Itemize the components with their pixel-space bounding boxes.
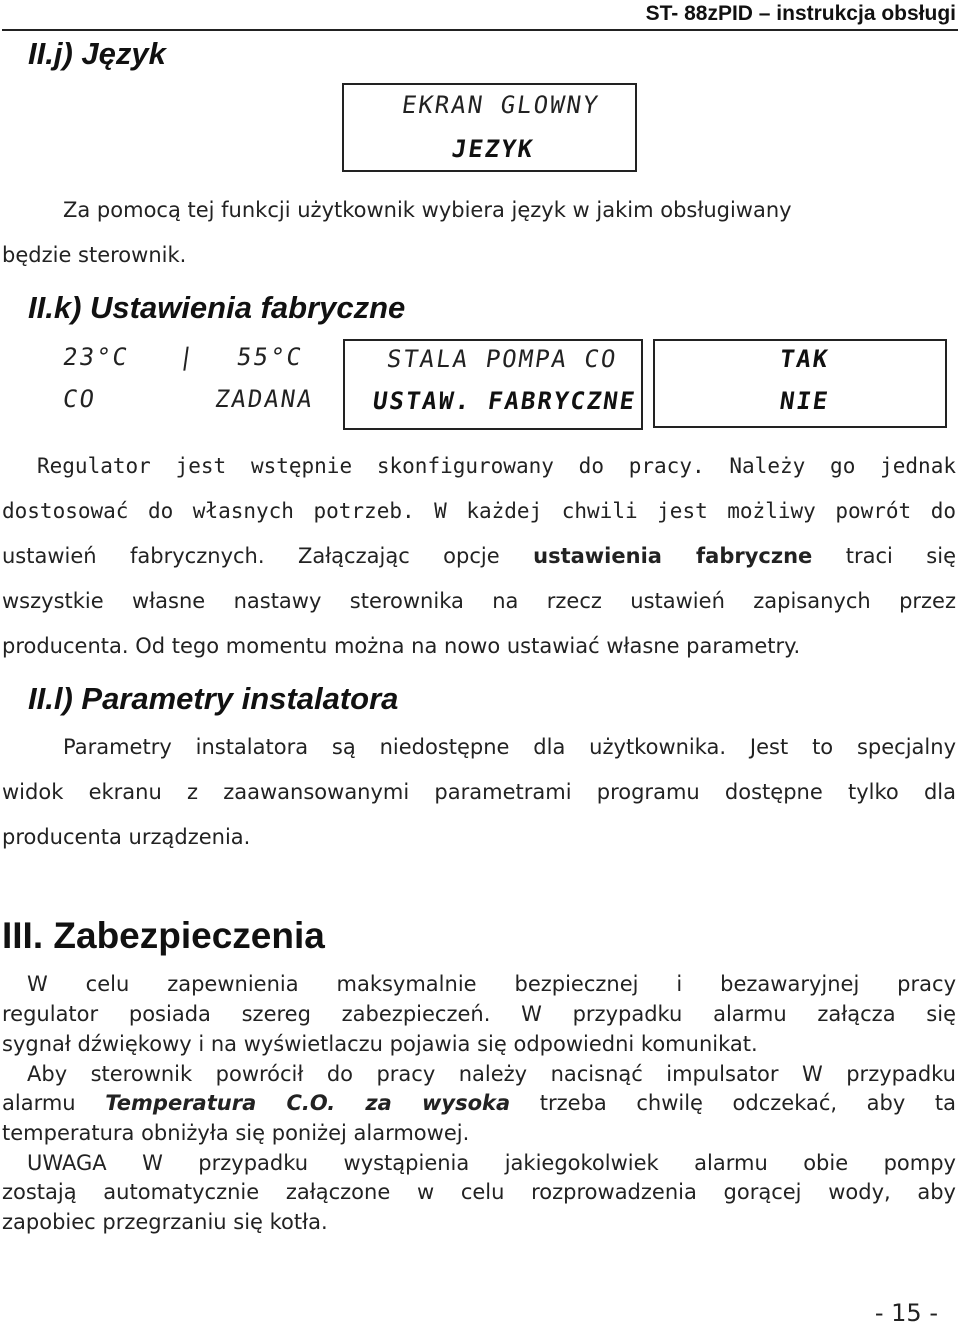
header-divider: [2, 29, 958, 31]
paragraph-line: W celu zapewnienia maksymalnie bezpiecznej i bezawaryjnej pracy: [27, 972, 956, 996]
document-header-title: ST- 88zPID – instrukcja obsługi: [645, 2, 956, 25]
paragraph-line: temperatura obniżyła się poniżej alarmowej.: [2, 1121, 470, 1145]
section-heading-zabezpieczenia: III. Zabezpieczenia: [2, 915, 325, 956]
paragraph-line: Parametry instalatora są niedostępne dla użytkownika. Jest to specjalny: [63, 735, 956, 759]
lcd-screen-confirm: [653, 339, 947, 428]
paragraph-line: alarmu Temperatura C.O. za wysoka trzeba chwilę odczekać, aby ta: [2, 1091, 956, 1115]
paragraph-line: będzie sterownik.: [2, 243, 187, 267]
paragraph-line: zostają automatycznie załączone w celu rozprowadzenia gorącej wody, aby: [2, 1180, 956, 1204]
lcd-line-jezyk: JEZYK: [450, 135, 537, 163]
lcd-label-zadana: ZADANA: [213, 385, 316, 413]
lcd-temp-set: 55°C: [235, 343, 305, 371]
lcd-temp-current: 23°C: [61, 343, 131, 371]
paragraph-line: Regulator jest wstępnie skonfigurowany do pracy. Należy go jednak: [37, 454, 956, 478]
paragraph-line: UWAGA W przypadku wystąpienia jakiegokolwiek alarmu obie pompy: [27, 1151, 956, 1175]
paragraph-line: ustawień fabrycznych. Załączając opcje ustawienia fabryczne traci się: [2, 544, 956, 568]
paragraph-line: Za pomocą tej funkcji użytkownik wybiera język w jakim obsługiwany: [63, 198, 792, 222]
lcd-screen-jezyk: [342, 83, 637, 172]
lcd-divider: |: [177, 343, 198, 371]
lcd-option-nie: NIE: [778, 387, 832, 415]
section-heading-jezyk: II.j) Język: [28, 36, 166, 71]
paragraph-line: Aby sterownik powrócił do pracy należy nacisnąć impulsator W przypadku: [27, 1062, 956, 1086]
emphasis-alarm-name: Temperatura C.O. za wysoka: [105, 1091, 511, 1115]
lcd-label-co: CO: [61, 385, 98, 413]
lcd-screen-main: [33, 339, 333, 430]
paragraph-line: dostosować do własnych potrzeb. W każdej chwili jest możliwy powrót do: [2, 499, 956, 523]
lcd-option-tak: TAK: [778, 345, 832, 373]
lcd-line-stala-pompa: STALA POMPA CO: [385, 345, 620, 373]
emphasis-ustawienia-fabryczne: ustawienia fabryczne: [533, 544, 813, 568]
paragraph-line: wszystkie własne nastawy sterownika na rzecz ustawień zapisanych przez: [2, 589, 956, 613]
section-heading-ustawienia-fabryczne: II.k) Ustawienia fabryczne: [28, 290, 406, 325]
paragraph-line: regulator posiada szereg zabezpieczeń. W przypadku alarmu załącza się: [2, 1002, 956, 1026]
section-heading-parametry-instalatora: II.l) Parametry instalatora: [28, 681, 399, 716]
lcd-line-ekran-glowny: EKRAN GLOWNY: [400, 91, 602, 119]
paragraph-line: widok ekranu z zaawansowanymi parametrami programu dostępne tylko dla: [2, 780, 956, 804]
lcd-screen-menu: [343, 339, 643, 430]
page-number: - 15 -: [874, 1299, 938, 1327]
paragraph-line: producenta urządzenia.: [2, 825, 251, 849]
lcd-line-ustaw-fabryczne: USTAW. FABRYCZNE: [371, 387, 639, 415]
paragraph-line: producenta. Od tego momentu można na nowo ustawiać własne parametry.: [2, 634, 801, 658]
paragraph-line: zapobiec przegrzaniu się kotła.: [2, 1210, 328, 1234]
paragraph-line: sygnał dźwiękowy i na wyświetlaczu pojawia się odpowiedni komunikat.: [2, 1032, 758, 1056]
